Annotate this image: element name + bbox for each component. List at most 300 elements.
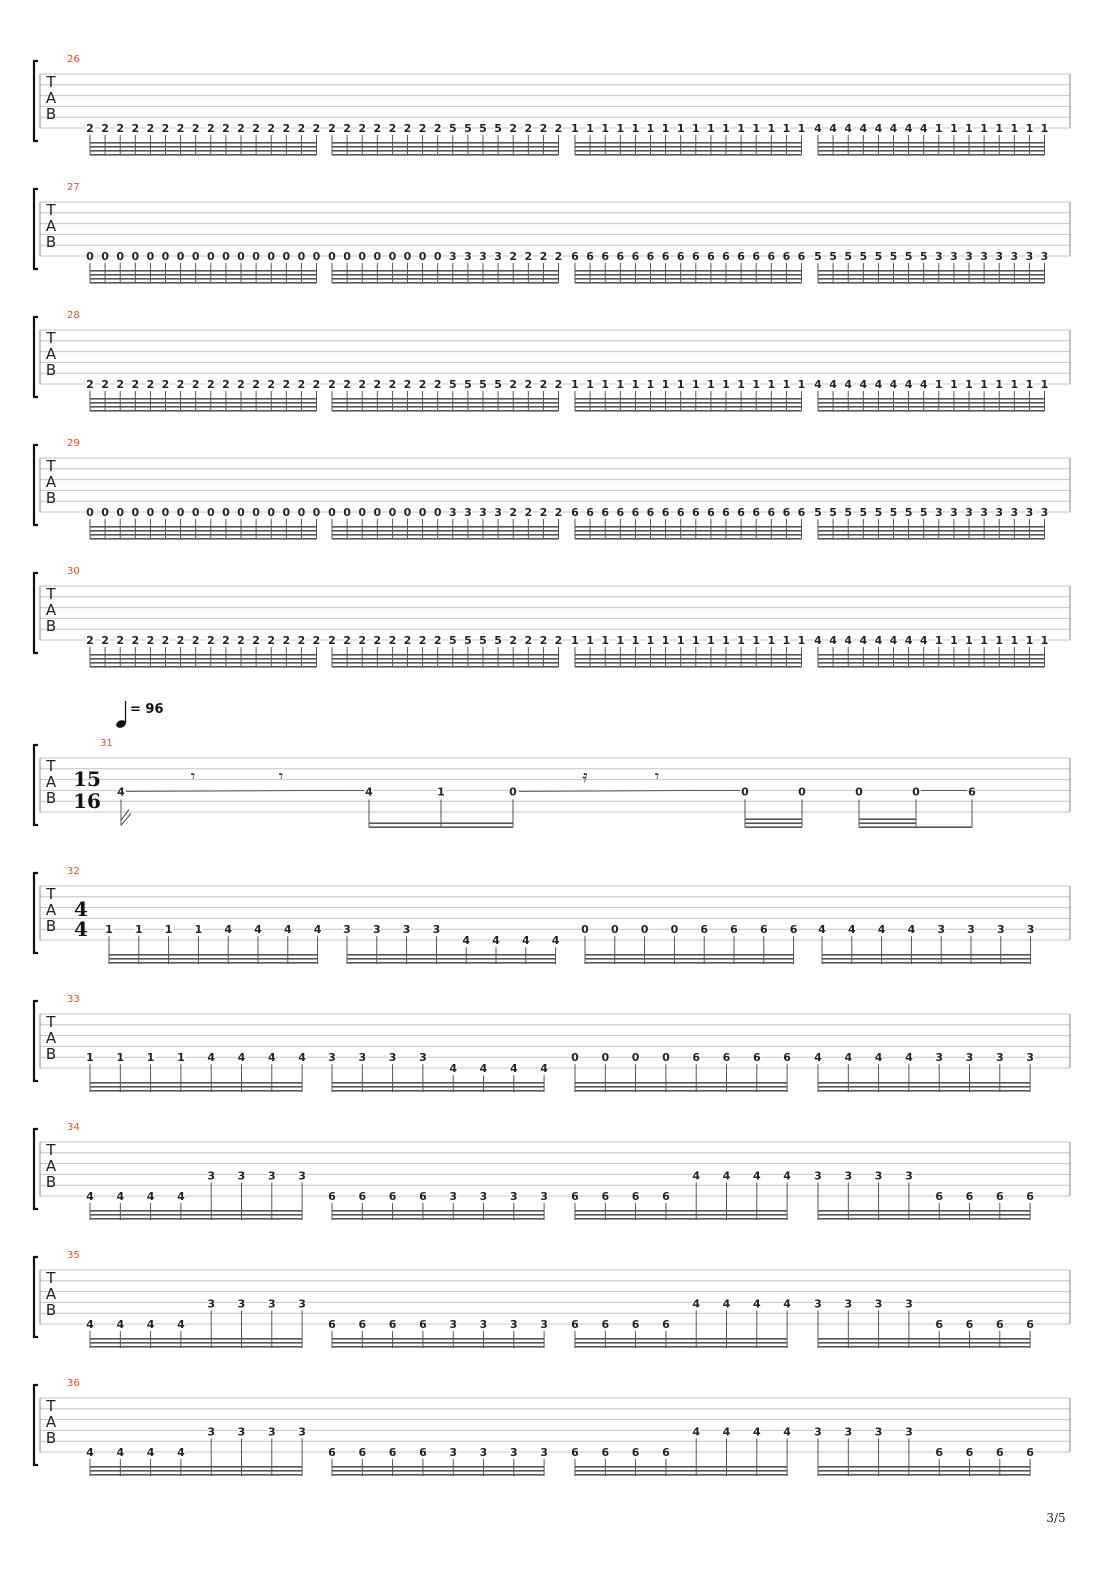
system-bracket [34, 317, 38, 397]
fret-number: 4 [298, 1051, 306, 1065]
beam [90, 150, 317, 152]
fret-number: 1 [995, 634, 1004, 647]
tab-label-b: B [45, 789, 57, 807]
system-bracket [34, 189, 38, 269]
beam [575, 1090, 787, 1092]
beam [90, 1090, 302, 1092]
fret-number: 4 [818, 923, 826, 937]
beam [90, 154, 317, 156]
fret-number: 1 [661, 634, 670, 647]
fret-number: 1 [767, 122, 776, 135]
fret-number: 4 [889, 122, 898, 135]
fret-number: 3 [814, 1297, 822, 1311]
beam [90, 398, 317, 400]
fret-number: 0 [312, 506, 321, 519]
fret-number: 2 [101, 634, 109, 647]
beam [347, 962, 556, 964]
fret-number: 2 [222, 634, 230, 647]
fret-number: 0 [131, 506, 140, 519]
fret-number: 3 [448, 250, 457, 263]
tab-system-33 [34, 994, 1070, 1092]
fret-number: 1 [1010, 634, 1019, 647]
fret-number: 2 [524, 506, 533, 519]
fret-number: 6 [358, 1190, 367, 1203]
fret-number: 2 [237, 122, 245, 135]
fret-number: 5 [859, 506, 868, 519]
beam [818, 1342, 1030, 1344]
fret-number: 3 [1026, 1051, 1034, 1065]
fret-number: 2 [297, 378, 306, 391]
tab-label-b: B [45, 1301, 57, 1319]
fret-number: 2 [524, 122, 533, 135]
fret-number: 5 [448, 378, 457, 391]
fret-number: 3 [479, 1190, 488, 1203]
fret-number: 3 [950, 250, 958, 263]
fret-number: 0 [433, 250, 442, 263]
fret-number: 2 [282, 378, 291, 391]
fret-number: 0 [206, 506, 215, 519]
beam [575, 402, 802, 404]
beam [575, 398, 802, 400]
fret-number: 3 [479, 506, 487, 519]
fret-number: 2 [509, 634, 518, 647]
fret-number: 6 [616, 506, 625, 519]
flag [121, 809, 129, 820]
fret-number: 3 [1010, 506, 1019, 519]
fret-number: 0 [798, 785, 806, 799]
beam [90, 666, 317, 668]
beam [332, 406, 559, 408]
fret-number: 3 [419, 1051, 427, 1065]
fret-number: 1 [722, 378, 730, 391]
fret-number: 4 [814, 122, 822, 135]
fret-number: 3 [402, 923, 411, 937]
beam [818, 662, 1045, 664]
fret-number: 1 [707, 378, 715, 391]
fret-number: 1 [194, 923, 203, 937]
fret-number: 1 [752, 634, 761, 647]
tab-system-30 [34, 566, 1070, 668]
fret-number: 3 [509, 1446, 518, 1459]
fret-number: 4 [904, 122, 913, 135]
fret-number: 6 [328, 1318, 336, 1331]
tab-label-a: A [45, 1029, 57, 1047]
fret-number: 6 [676, 250, 685, 263]
fret-number: 5 [844, 250, 853, 263]
beam [818, 398, 1045, 400]
fret-number: 3 [934, 506, 943, 519]
fret-number: 6 [571, 1446, 579, 1459]
fret-number: 4 [847, 923, 856, 937]
fret-number: 3 [965, 1051, 974, 1065]
fret-number: 1 [691, 634, 700, 647]
fret-number: 1 [950, 122, 958, 135]
fret-number: 6 [722, 506, 730, 519]
beam [332, 530, 559, 532]
fret-number: 6 [419, 1318, 427, 1331]
fret-number: 6 [631, 1446, 640, 1459]
fret-number: 0 [373, 250, 382, 263]
fret-number: 3 [237, 1425, 246, 1439]
fret-number: 6 [782, 250, 791, 263]
beam [575, 1210, 787, 1212]
beam [90, 1338, 302, 1340]
beam [575, 1466, 787, 1468]
beam [109, 958, 318, 960]
fret-number: 0 [161, 506, 170, 519]
fret-number: 3 [267, 1297, 276, 1311]
fret-number: 5 [479, 634, 487, 647]
beam [332, 398, 559, 400]
fret-number: 2 [297, 634, 306, 647]
fret-number: 4 [540, 1062, 548, 1076]
beam [90, 534, 317, 536]
beam [90, 274, 317, 276]
fret-number: 5 [904, 250, 913, 263]
fret-number: 3 [494, 250, 502, 263]
fret-number: 1 [437, 785, 445, 799]
fret-number: 3 [464, 250, 472, 263]
fret-number: 1 [646, 634, 655, 647]
fret-number: 4 [905, 1051, 913, 1065]
beam [90, 530, 317, 532]
fret-number: 3 [237, 1297, 246, 1311]
fret-number: 6 [358, 1446, 367, 1459]
fret-number: 2 [358, 378, 367, 391]
fret-number: 1 [661, 378, 670, 391]
fret-number: 2 [131, 122, 140, 135]
page-number: 3/5 [1046, 1511, 1066, 1525]
fret-number: 0 [191, 506, 200, 519]
fret-number: 2 [539, 506, 548, 519]
fret-number: 4 [829, 634, 837, 647]
tab-label-t: T [46, 1141, 56, 1159]
fret-number: 2 [206, 634, 215, 647]
fret-number: 5 [464, 634, 472, 647]
fret-number: 1 [646, 122, 655, 135]
fret-number: 1 [950, 634, 958, 647]
fret-number: 2 [433, 634, 442, 647]
fret-number: 2 [539, 378, 548, 391]
beam [90, 278, 317, 280]
beam [818, 1214, 1030, 1216]
tab-label-t: T [46, 457, 56, 475]
fret-number: 6 [388, 1446, 397, 1459]
fret-number: 4 [814, 378, 822, 391]
fret-number: 6 [662, 1318, 670, 1331]
fret-number: 1 [616, 378, 625, 391]
fret-number: 3 [448, 506, 457, 519]
fret-number: 2 [252, 122, 260, 135]
tab-system-34 [34, 1122, 1070, 1220]
fret-number: 3 [298, 1297, 306, 1311]
fret-number: 0 [191, 250, 200, 263]
fret-number: 6 [995, 1190, 1004, 1203]
fret-number: 4 [254, 923, 262, 937]
fret-number: 0 [373, 506, 382, 519]
fret-number: 4 [224, 923, 233, 937]
tab-label-t: T [46, 1013, 56, 1031]
system-bracket [34, 873, 38, 953]
fret-number: 2 [358, 634, 367, 647]
fret-number: 6 [662, 1446, 670, 1459]
fret-number: 0 [101, 250, 109, 263]
beam [575, 534, 802, 536]
fret-number: 2 [524, 634, 533, 647]
fret-number: 4 [722, 1169, 731, 1183]
tab-label-a: A [45, 1157, 57, 1175]
measure-number: 30 [67, 566, 80, 577]
fret-number: 1 [1010, 378, 1019, 391]
fret-number: 6 [388, 1318, 397, 1331]
fret-number: 2 [403, 378, 412, 391]
fret-number: 5 [464, 378, 472, 391]
tab-label-t: T [46, 585, 56, 603]
beam [332, 662, 559, 664]
tab-system-29 [34, 438, 1070, 540]
fret-number: 4 [874, 634, 883, 647]
beam [332, 654, 559, 656]
rest-symbol: 𝄾 [190, 767, 196, 787]
fret-number: 3 [874, 1297, 883, 1311]
fret-number: 0 [343, 506, 351, 519]
fret-number: 6 [631, 1190, 640, 1203]
beam [818, 666, 1045, 668]
fret-number: 3 [207, 1169, 216, 1183]
fret-number: 3 [996, 923, 1005, 937]
beam [332, 1470, 544, 1472]
fret-number: 4 [919, 122, 928, 135]
fret-number: 6 [646, 250, 655, 263]
beam [818, 146, 1045, 148]
fret-number: 2 [509, 122, 518, 135]
fret-number: 6 [935, 1190, 944, 1203]
beam [332, 1466, 544, 1468]
fret-number: 2 [312, 378, 321, 391]
beam [332, 1338, 544, 1340]
fret-number: 1 [571, 122, 579, 135]
fret-number: 2 [554, 506, 563, 519]
fret-number: 6 [631, 1318, 640, 1331]
fret-number: 3 [844, 1297, 853, 1311]
fret-number: 4 [146, 1446, 155, 1459]
fret-number: 6 [661, 506, 670, 519]
fret-number: 6 [571, 1190, 579, 1203]
beam [90, 1214, 302, 1216]
fret-number: 4 [177, 1190, 185, 1203]
fret-number: 0 [267, 506, 276, 519]
fret-number: 6 [1026, 1446, 1034, 1459]
beam [575, 666, 802, 668]
tab-label-a: A [45, 1413, 57, 1431]
fret-number: 5 [919, 250, 928, 263]
fret-number: 4 [859, 634, 868, 647]
fret-number: 0 [581, 923, 589, 937]
beam [575, 150, 802, 152]
beam [575, 154, 802, 156]
fret-number: 6 [388, 1190, 397, 1203]
fret-number: 4 [844, 634, 853, 647]
fret-number: 0 [101, 506, 109, 519]
beam [818, 1466, 1030, 1468]
tab-label-t: T [46, 885, 56, 903]
fret-number: 2 [101, 378, 109, 391]
beam [347, 954, 556, 956]
fret-number: 1 [995, 378, 1004, 391]
fret-number: 4 [551, 934, 560, 948]
beam [575, 1470, 787, 1472]
beam [818, 154, 1045, 156]
beam [332, 1346, 544, 1348]
fret-number: 1 [934, 122, 943, 135]
fret-number: 2 [312, 122, 321, 135]
beam [575, 274, 802, 276]
beam [818, 534, 1045, 536]
fret-number: 1 [737, 122, 745, 135]
measure-number: 33 [67, 994, 80, 1005]
fret-number: 5 [844, 506, 853, 519]
fret-number: 0 [388, 506, 397, 519]
fret-number: 4 [177, 1446, 185, 1459]
fret-number: 6 [752, 1051, 761, 1065]
fret-number: 0 [116, 506, 125, 519]
fret-number: 1 [707, 634, 715, 647]
fret-number: 1 [661, 122, 670, 135]
measure-number: 26 [67, 54, 80, 65]
fret-number: 0 [206, 250, 215, 263]
fret-number: 0 [571, 1051, 579, 1065]
fret-number: 0 [116, 250, 125, 263]
fret-number: 2 [191, 378, 200, 391]
fret-number: 3 [358, 1051, 367, 1065]
fret-number: 1 [631, 634, 640, 647]
fret-number: 4 [874, 1051, 883, 1065]
tab-label-a: A [45, 217, 57, 235]
beam [332, 410, 559, 412]
fret-number: 3 [1025, 506, 1034, 519]
measure-number: 27 [67, 182, 80, 193]
fret-number: 2 [267, 122, 276, 135]
fret-number: 3 [905, 1425, 913, 1439]
tab-label-t: T [46, 757, 56, 775]
beam [585, 954, 794, 956]
fret-number: 6 [601, 1446, 610, 1459]
fret-number: 3 [237, 1169, 246, 1183]
fret-number: 4 [844, 378, 853, 391]
tab-label-a: A [45, 601, 57, 619]
fret-number: 0 [297, 506, 306, 519]
beam [575, 658, 802, 660]
fret-number: 2 [343, 634, 351, 647]
fret-number: 6 [995, 1318, 1004, 1331]
beam [818, 654, 1045, 656]
beam [90, 402, 317, 404]
fret-number: 6 [767, 250, 776, 263]
fret-number: 3 [874, 1425, 883, 1439]
fret-number: 6 [662, 1190, 670, 1203]
fret-number: 4 [783, 1425, 791, 1439]
flag [121, 813, 131, 825]
tab-system-31 [34, 701, 1070, 828]
fret-number: 2 [146, 378, 155, 391]
fret-number: 0 [312, 250, 321, 263]
fret-number: 1 [950, 378, 958, 391]
fret-number: 3 [479, 1446, 488, 1459]
fret-number: 4 [146, 1318, 155, 1331]
fret-number: 2 [524, 250, 533, 263]
fret-number: 2 [433, 378, 442, 391]
system-bracket [34, 61, 38, 141]
measure-number: 36 [67, 1378, 80, 1389]
fret-number: 3 [540, 1190, 548, 1203]
fret-number: 3 [479, 1318, 488, 1331]
fret-number: 4 [829, 378, 837, 391]
fret-number: 2 [101, 122, 109, 135]
fret-number: 0 [146, 250, 155, 263]
time-signature-bottom: 16 [73, 789, 101, 813]
fret-number: 2 [146, 122, 155, 135]
fret-number: 1 [177, 1051, 185, 1065]
beam [822, 962, 1031, 964]
fret-number: 2 [282, 122, 291, 135]
fret-number: 2 [267, 634, 276, 647]
fret-number: 3 [449, 1446, 458, 1459]
fret-number: 2 [161, 122, 170, 135]
fret-number: 2 [328, 378, 336, 391]
fret-number: 4 [874, 122, 883, 135]
beam [90, 658, 317, 660]
fret-number: 0 [343, 250, 351, 263]
fret-number: 6 [328, 1190, 336, 1203]
fret-number: 2 [358, 122, 367, 135]
fret-number: 0 [358, 506, 367, 519]
fret-number: 1 [586, 634, 594, 647]
fret-number: 6 [1026, 1190, 1034, 1203]
fret-number: 1 [691, 378, 700, 391]
fret-number: 3 [935, 1051, 944, 1065]
fret-number: 6 [759, 923, 768, 937]
fret-number: 3 [934, 250, 943, 263]
fret-number: 5 [494, 634, 502, 647]
time-signature-top: 15 [73, 767, 101, 791]
fret-number: 5 [494, 122, 502, 135]
fret-number: 0 [252, 250, 260, 263]
fret-number: 4 [692, 1425, 701, 1439]
fret-number: 1 [782, 122, 791, 135]
fret-number: 1 [134, 923, 143, 937]
fret-number: 4 [146, 1190, 155, 1203]
fret-number: 1 [797, 378, 806, 391]
fret-number: 2 [252, 378, 260, 391]
beam [818, 1474, 1030, 1476]
fret-number: 0 [328, 250, 336, 263]
fret-number: 4 [267, 1051, 276, 1065]
fret-number: 4 [521, 934, 530, 948]
fret-number: 3 [1040, 250, 1049, 263]
fret-number: 3 [464, 506, 472, 519]
fret-number: 2 [161, 634, 170, 647]
fret-number: 1 [586, 122, 594, 135]
fret-number: 2 [403, 634, 412, 647]
fret-number: 2 [554, 122, 563, 135]
fret-number: 4 [479, 1062, 488, 1076]
beam [332, 278, 559, 280]
fret-number: 5 [889, 250, 898, 263]
beam [575, 530, 802, 532]
fret-number: 3 [267, 1169, 276, 1183]
fret-number: 5 [814, 250, 822, 263]
tab-label-a: A [45, 901, 57, 919]
